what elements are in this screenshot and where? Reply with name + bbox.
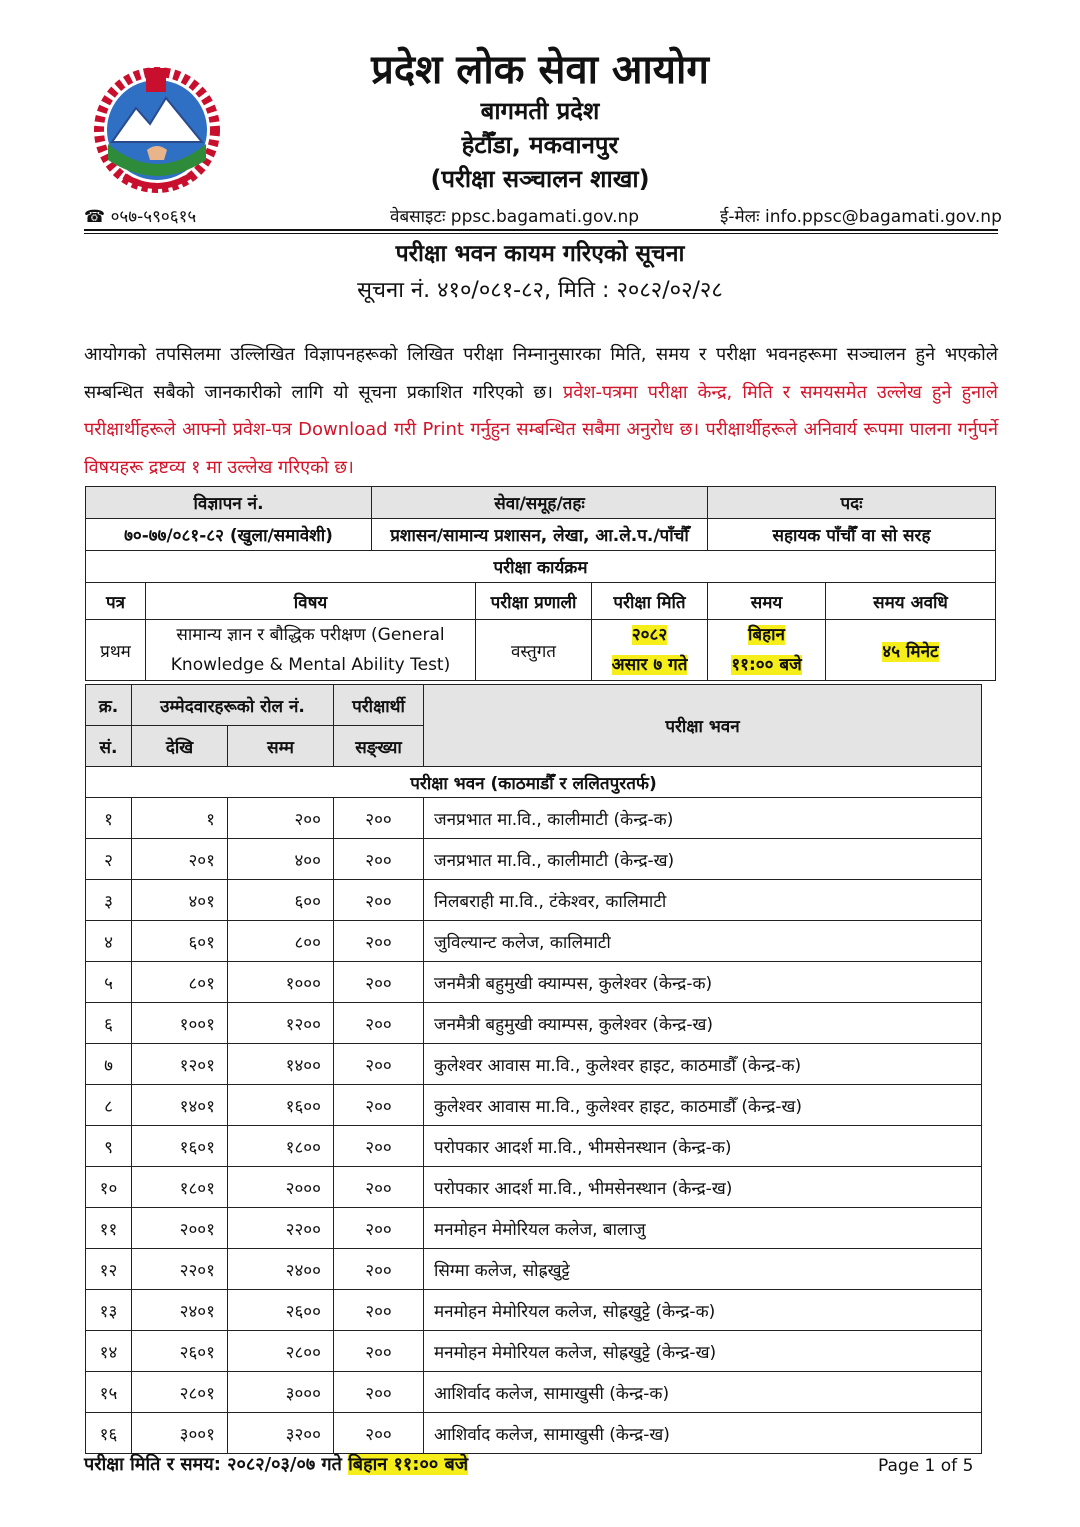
paper-header: पत्र bbox=[86, 583, 146, 620]
row-roll-from: ४०१ bbox=[132, 880, 228, 921]
row-sn: ११ bbox=[86, 1208, 132, 1249]
duration-header: समय अवधि bbox=[826, 583, 996, 620]
table-row bbox=[86, 1044, 982, 1085]
row-sn: १० bbox=[86, 1167, 132, 1208]
row-venue: कुलेश्वर आवास मा.वि., कुलेश्वर हाइट, काठमाडौँ (केन्द्र-क) bbox=[424, 1044, 982, 1085]
notice-paragraph bbox=[84, 336, 998, 486]
row-sn: १४ bbox=[86, 1331, 132, 1372]
row-venue: परोपकार आदर्श मा.वि., भीमसेनस्थान (केन्द्र-ख) bbox=[424, 1167, 982, 1208]
subject-header: विषय bbox=[146, 583, 476, 620]
phone-number: ☎ ०५७-५९०६१५ bbox=[84, 207, 197, 227]
row-sn: ६ bbox=[86, 1003, 132, 1044]
row-roll-from: २२०१ bbox=[132, 1249, 228, 1290]
row-sn: २ bbox=[86, 839, 132, 880]
row-sn: १३ bbox=[86, 1290, 132, 1331]
schedule-title: परीक्षा कार्यक्रम bbox=[86, 551, 996, 583]
row-roll-from: २४०१ bbox=[132, 1290, 228, 1331]
venue-rows bbox=[86, 798, 982, 1454]
venue-table bbox=[85, 684, 982, 1454]
row-venue: जनप्रभात मा.वि., कालीमाटी (केन्द्र-क) bbox=[424, 798, 982, 839]
row-sn: ८ bbox=[86, 1085, 132, 1126]
branch-name: (परीक्षा सञ्चालन शाखा) bbox=[430, 165, 650, 193]
table-row bbox=[86, 962, 982, 1003]
roll-header: उम्मेदवारहरूको रोल नं. bbox=[132, 685, 334, 726]
row-count: २०० bbox=[334, 880, 424, 921]
row-venue: मनमोहन मेमोरियल कलेज, सोह्रखुट्टे (केन्द्र-ख) bbox=[424, 1331, 982, 1372]
venue-header: परीक्षा भवन bbox=[424, 685, 982, 767]
service-header: सेवा/समूह/तहः bbox=[372, 487, 708, 519]
system-value: वस्तुगत bbox=[476, 620, 592, 681]
notice-warning-text: प्रवेश-पत्रमा परीक्षा केन्द्र, मिति र समयसमेत उल्लेख हुने हुनाले परीक्षार्थीहरूले आफ्नो प्रवेश-पत्र Download गरी Print गर्नुहुन सम्बन्धित सबैमा अनुरोध छ। परीक्षार्थीहरूले अनिवार्य रूपमा पालना गर्नुपर्ने विषयहरू द्रष्टव्य १ मा उल्लेख गरिएको छ। bbox=[84, 381, 998, 478]
row-roll-to: ८०० bbox=[228, 921, 334, 962]
table-row bbox=[86, 1167, 982, 1208]
row-count: २०० bbox=[334, 1249, 424, 1290]
row-roll-from: ६०१ bbox=[132, 921, 228, 962]
duration-value bbox=[826, 620, 996, 681]
row-roll-to: २८०० bbox=[228, 1331, 334, 1372]
row-venue: कुलेश्वर आवास मा.वि., कुलेश्वर हाइट, काठमाडौँ (केन्द्र-ख) bbox=[424, 1085, 982, 1126]
row-count: २०० bbox=[334, 921, 424, 962]
table-row bbox=[86, 1249, 982, 1290]
notice-text: आयोगको तपसिलमा उल्लिखित विज्ञापनहरूको लिखित परीक्षा निम्नानुसारका मिति, समय र परीक्षा भवनहरूमा सञ्चालन हुने भएकोले सम्बन्धित सबैको जानकारीको लागि यो सूचना प्रकाशित गरिएको छ। bbox=[84, 344, 998, 403]
venue-group-title: परीक्षा भवन (काठमाडौँ र ललितपुरतर्फ) bbox=[86, 767, 982, 798]
row-roll-to: १६०० bbox=[228, 1085, 334, 1126]
table-row bbox=[86, 839, 982, 880]
table-row bbox=[86, 1126, 982, 1167]
date-value bbox=[592, 620, 708, 681]
row-count: २०० bbox=[334, 962, 424, 1003]
to-header: सम्म bbox=[228, 726, 334, 767]
row-count: २०० bbox=[334, 1372, 424, 1413]
date-header: परीक्षा मिति bbox=[592, 583, 708, 620]
table-row bbox=[86, 880, 982, 921]
row-venue: आशिर्वाद कलेज, सामाखुसी (केन्द्र-क) bbox=[424, 1372, 982, 1413]
time-header: समय bbox=[708, 583, 826, 620]
row-count: २०० bbox=[334, 1290, 424, 1331]
header-divider bbox=[84, 229, 998, 231]
footer-label: परीक्षा मिति र समय: २०८२/०३/०७ गते bbox=[84, 1454, 342, 1475]
row-venue: जनमैत्री बहुमुखी क्याम्पस, कुलेश्वर (केन्द्र-क) bbox=[424, 962, 982, 1003]
row-roll-to: ३००० bbox=[228, 1372, 334, 1413]
notice-number: सूचना नं. ४१०/०८१-८२, मिति : २०८२/०२/२८ bbox=[357, 278, 723, 303]
row-sn: ९ bbox=[86, 1126, 132, 1167]
row-venue: मनमोहन मेमोरियल कलेज, सोह्रखुट्टे (केन्द्र-क) bbox=[424, 1290, 982, 1331]
duration-text: ४५ मिनेट bbox=[882, 641, 939, 662]
email-link[interactable]: ई-मेलः info.ppsc@bagamati.gov.np bbox=[720, 207, 1002, 227]
table-row bbox=[86, 1413, 982, 1454]
row-count: २०० bbox=[334, 798, 424, 839]
row-roll-to: १२०० bbox=[228, 1003, 334, 1044]
row-roll-from: २६०१ bbox=[132, 1331, 228, 1372]
footer-time: बिहान ११:०० बजे bbox=[348, 1454, 469, 1475]
ad-no-header: विज्ञापन नं. bbox=[86, 487, 372, 519]
row-venue: निलबराही मा.वि., टंकेश्वर, कालिमाटी bbox=[424, 880, 982, 921]
row-roll-from: १८०१ bbox=[132, 1167, 228, 1208]
paper-value: प्रथम bbox=[86, 620, 146, 681]
row-count: २०० bbox=[334, 1003, 424, 1044]
row-roll-to: २००० bbox=[228, 1167, 334, 1208]
row-venue: मनमोहन मेमोरियल कलेज, बालाजु bbox=[424, 1208, 982, 1249]
row-sn: ३ bbox=[86, 880, 132, 921]
row-venue: सिग्मा कलेज, सोह्रखुट्टे bbox=[424, 1249, 982, 1290]
row-roll-to: १४०० bbox=[228, 1044, 334, 1085]
footer-exam-datetime bbox=[84, 1452, 468, 1476]
post-header: पदः bbox=[708, 487, 996, 519]
time-value bbox=[708, 620, 826, 681]
row-roll-to: १००० bbox=[228, 962, 334, 1003]
table-row bbox=[86, 1290, 982, 1331]
row-roll-from: २०१ bbox=[132, 839, 228, 880]
system-header: परीक्षा प्रणाली bbox=[476, 583, 592, 620]
office-address: हेटौँडा, मकवानपुर bbox=[461, 131, 619, 159]
row-roll-to: ३२०० bbox=[228, 1413, 334, 1454]
row-sn: १५ bbox=[86, 1372, 132, 1413]
date-year: २०८२ bbox=[631, 625, 668, 645]
row-sn: ४ bbox=[86, 921, 132, 962]
subject-line-1: सामान्य ज्ञान र बौद्धिक परीक्षण (General bbox=[176, 625, 445, 645]
row-sn: १६ bbox=[86, 1413, 132, 1454]
date-day: असार ७ गते bbox=[611, 655, 688, 675]
service-value: प्रशासन/सामान्य प्रशासन, लेखा, आ.ले.प./पाँचौँ bbox=[372, 519, 708, 551]
row-roll-from: १६०१ bbox=[132, 1126, 228, 1167]
row-sn: १ bbox=[86, 798, 132, 839]
post-value: सहायक पाँचौँ वा सो सरह bbox=[708, 519, 996, 551]
table-row bbox=[86, 1003, 982, 1044]
row-roll-from: ३००१ bbox=[132, 1413, 228, 1454]
ad-no-value: ७०-७७/०८१-८२ (खुला/समावेशी) bbox=[86, 519, 372, 551]
row-venue: जनमैत्री बहुमुखी क्याम्पस, कुलेश्वर (केन्द्र-ख) bbox=[424, 1003, 982, 1044]
row-count: २०० bbox=[334, 1044, 424, 1085]
row-sn: ७ bbox=[86, 1044, 132, 1085]
from-header: देखि bbox=[132, 726, 228, 767]
row-roll-from: २००१ bbox=[132, 1208, 228, 1249]
row-roll-to: २२०० bbox=[228, 1208, 334, 1249]
row-roll-from: १००१ bbox=[132, 1003, 228, 1044]
table-row bbox=[86, 921, 982, 962]
row-venue: जनप्रभात मा.वि., कालीमाटी (केन्द्र-ख) bbox=[424, 839, 982, 880]
subject-value bbox=[146, 620, 476, 681]
row-count: २०० bbox=[334, 839, 424, 880]
row-roll-from: ८०१ bbox=[132, 962, 228, 1003]
time-period: बिहान bbox=[748, 625, 785, 645]
subject-line-2: Knowledge & Mental Ability Test) bbox=[170, 655, 451, 675]
table-row bbox=[86, 1208, 982, 1249]
org-title: प्रदेश लोक सेवा आयोग bbox=[371, 47, 709, 93]
row-roll-to: १८०० bbox=[228, 1126, 334, 1167]
row-count: २०० bbox=[334, 1126, 424, 1167]
row-roll-to: २६०० bbox=[228, 1290, 334, 1331]
row-count: २०० bbox=[334, 1167, 424, 1208]
row-roll-to: ४०० bbox=[228, 839, 334, 880]
table-row bbox=[86, 798, 982, 839]
table-row bbox=[86, 1372, 982, 1413]
row-roll-to: २४०० bbox=[228, 1249, 334, 1290]
row-roll-from: १४०१ bbox=[132, 1085, 228, 1126]
sn-header-1: क्र. bbox=[86, 685, 132, 726]
row-venue: आशिर्वाद कलेज, सामाखुसी (केन्द्र-ख) bbox=[424, 1413, 982, 1454]
row-venue: परोपकार आदर्श मा.वि., भीमसेनस्थान (केन्द्र-क) bbox=[424, 1126, 982, 1167]
row-count: २०० bbox=[334, 1331, 424, 1372]
row-roll-to: ६०० bbox=[228, 880, 334, 921]
count-header-1: परीक्षार्थी bbox=[334, 685, 424, 726]
time-clock: ११:०० बजे bbox=[731, 655, 802, 675]
sn-header-2: सं. bbox=[86, 726, 132, 767]
schedule-table bbox=[85, 486, 996, 681]
row-count: २०० bbox=[334, 1085, 424, 1126]
row-roll-from: १ bbox=[132, 798, 228, 839]
row-roll-from: २८०१ bbox=[132, 1372, 228, 1413]
province-name: बागमती प्रदेश bbox=[480, 97, 600, 125]
website-link[interactable]: वेबसाइटः ppsc.bagamati.gov.np bbox=[390, 207, 640, 227]
row-sn: ५ bbox=[86, 962, 132, 1003]
row-sn: १२ bbox=[86, 1249, 132, 1290]
table-row bbox=[86, 1085, 982, 1126]
header-divider-thin bbox=[84, 233, 998, 234]
page-indicator: Page 1 of 5 bbox=[878, 1456, 974, 1476]
row-roll-from: १२०१ bbox=[132, 1044, 228, 1085]
notice-title: परीक्षा भवन कायम गरिएको सूचना bbox=[395, 241, 685, 267]
row-roll-to: २०० bbox=[228, 798, 334, 839]
row-count: २०० bbox=[334, 1208, 424, 1249]
count-header-2: सङ्ख्या bbox=[334, 726, 424, 767]
row-count: २०० bbox=[334, 1413, 424, 1454]
row-venue: जुविल्यान्ट कलेज, कालिमाटी bbox=[424, 921, 982, 962]
table-row bbox=[86, 1331, 982, 1372]
